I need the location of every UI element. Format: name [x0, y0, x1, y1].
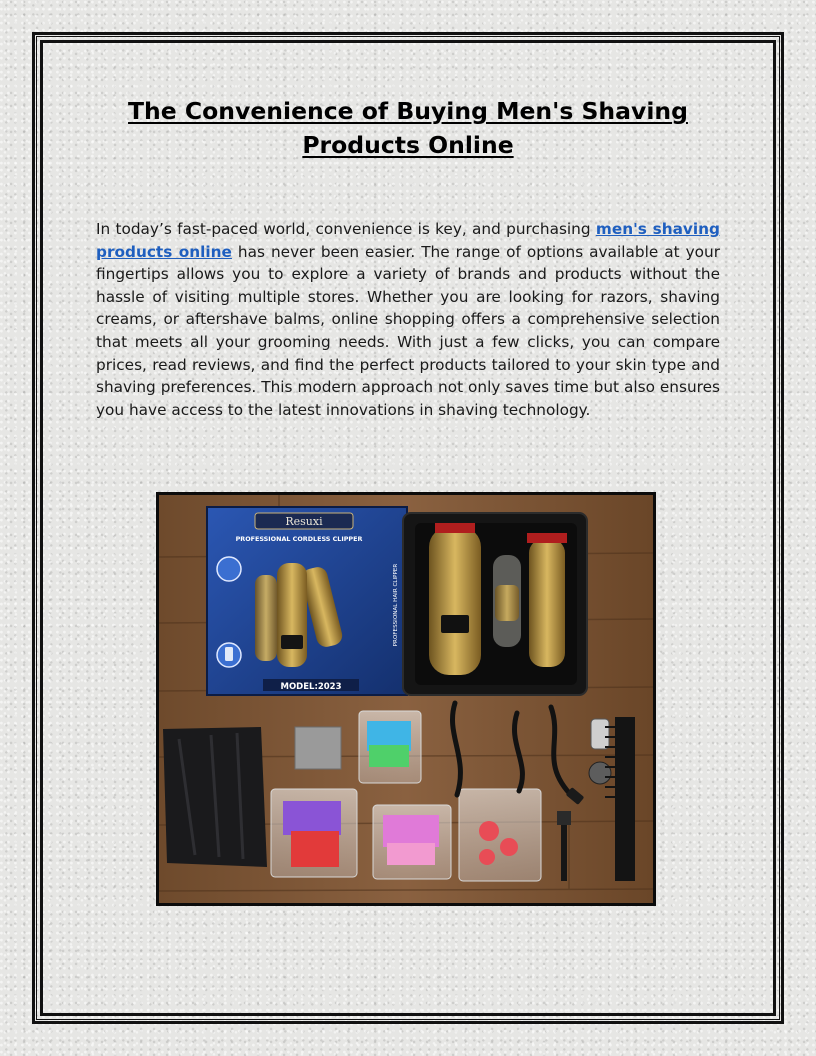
box-brand-label: Resuxi — [285, 515, 323, 528]
box-model-label: MODEL:2023 — [280, 682, 342, 692]
product-photo — [156, 492, 656, 906]
box-heading-label: PROFESSIONAL CORDLESS CLIPPER — [235, 535, 363, 543]
t-blade-trimmer — [529, 539, 565, 667]
page-title: The Convenience of Buying Men's Shaving Products Online — [128, 97, 688, 159]
paragraph-text-end: has never been easier. The range of options available at your fingertips allows you to explore a variety of brands and products without the hassle of visiting multiple stores. Whether you are looking for razors, shaving creams, or aftershave balms, online shopping offers a comprehensive selection that meets all your grooming needs. With just a few clicks, you can compare prices, read reviews, and find the perfect products tailored to your skin type and shaving preferences. This modern approach not only saves time but also ensures you have access to the latest innovations in shaving technology. — [96, 242, 720, 419]
mens-shaving-products-link[interactable]: men's shaving products online — [96, 220, 720, 261]
intro-paragraph — [96, 218, 720, 421]
paragraph-text-start: In today’s fast-paced world, convenience is key, and purchasing — [96, 220, 596, 238]
cleaning-brush — [561, 821, 567, 881]
product-box — [207, 507, 407, 695]
box-side-label: PROFESSIONAL HAIR CLIPPER — [393, 563, 399, 647]
large-clipper — [429, 527, 481, 675]
clipper-tray — [403, 513, 587, 695]
spare-blade — [591, 719, 609, 749]
